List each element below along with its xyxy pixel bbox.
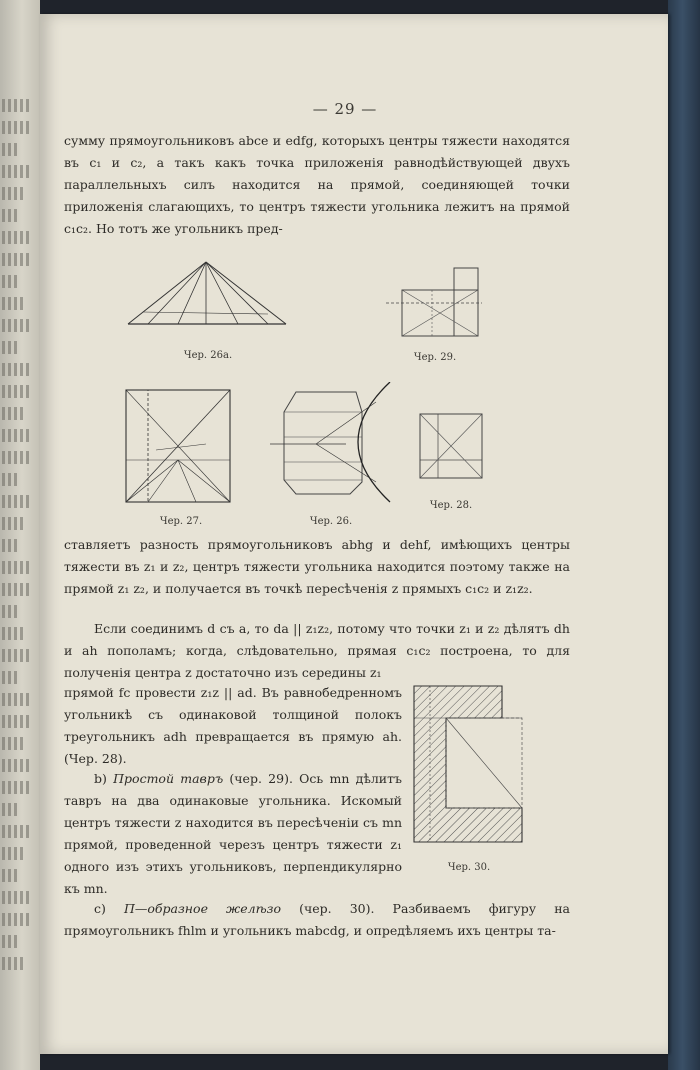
figure-29-drawing [376,264,486,342]
paragraph-1: сумму прямоугольниковъ abce и edfg, которыхъ центры тяжести находятся въ c₁ и c₂, а такъ какъ точка приложенія равнодѣйствующей двухъ параллельныхъ силъ находится на прямой, соединяющей точки приложенія слагающихъ, то центръ тяжести угольника лежитъ на прямой c₁c₂. Но тотъ же угольникъ пред- [64,133,570,236]
section-c-text: (чер. 30). Разбиваемъ фигуру на прямоугольникъ fhlm и угольникъ mabcdg, и опредѣляемъ ихъ центры та- [64,901,570,938]
left-page-edge [0,0,40,1070]
caption-fig-30: Чер. 30. [447,862,491,873]
book-page [40,14,668,1054]
figure-26a-drawing [118,254,298,334]
book-cover-edge [668,0,700,1070]
figure-27 [116,384,240,510]
figure-30-drawing [404,678,532,856]
left-page-text [2,95,32,975]
caption-fig-28: Чер. 28. [429,500,473,511]
figure-26a [118,254,298,334]
caption-fig-26: Чер. 26. [309,516,353,527]
figure-27-drawing [116,384,240,510]
caption-fig-29: Чер. 29. [413,352,457,363]
figure-26-drawing [266,382,400,506]
figure-29 [376,264,486,342]
section-c-title: П—образное желѣзо [123,901,281,916]
paragraph-4: прямой fc провести z₁z || ad. Въ равнобедренномъ угольникѣ съ одинаковой толщиной полокъ треугольникъ adh превращается въ прямую ah. (Чер. 28). [64,685,402,766]
section-b-label: b) [94,771,107,786]
section-b-title: Простой тавръ [113,771,224,786]
page-number: — 29 — [312,100,378,118]
figure-28 [412,406,498,486]
paragraph-6 [64,898,570,942]
caption-fig-27: Чер. 27. [159,516,203,527]
section-b-text: (чер. 29). Ось mn дѣлитъ тавръ на два одинаковые угольника. Искомый центръ тяжести z находится въ пересѣченіи съ mn прямой, проведенной черезъ центръ тяжести z₁ одного изъ этихъ угольниковъ, перпендикулярно къ mn. [64,771,403,896]
figure-28-drawing [412,406,498,486]
figure-30 [404,678,532,856]
caption-fig-26a: Чер. 26а. [183,350,233,361]
paragraph-5 [64,768,402,900]
section-c-label: c) [94,901,106,916]
paragraph-3: Если соединимъ d съ a, то da || z₁z₂, потому что точки z₁ и z₂ дѣлятъ dh и ah пополамъ; когда, слѣдовательно, прямая c₁c₂ построена, то для полученія центра z достаточно изъ середины z₁ [64,621,570,680]
figure-26 [266,382,400,506]
paragraph-2: ставляетъ разность прямоугольниковъ abhg и dehf, имѣющихъ центры тяжести въ z₁ и z₂, центръ тяжести угольника находится поэтому также на прямой z₁ z₂, и получается въ точкѣ пересѣченія z прямыхъ c₁c₂ и z₁z₂. [64,537,570,596]
